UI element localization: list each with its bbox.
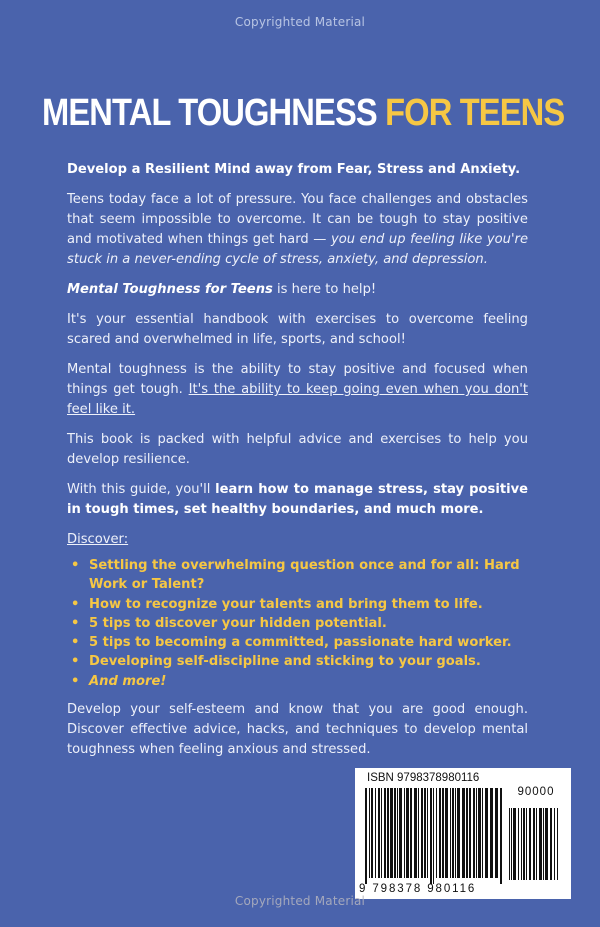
definition-underlined: It's the ability to keep going even when you don't feel like it. [67,382,528,417]
barcode-bar [469,788,471,878]
barcode-bar [399,788,402,878]
barcode-bar [495,788,498,878]
barcode-bar [442,788,444,878]
list-item: • Developing self-discipline and sticking to your goals. [89,652,528,671]
barcode-bar [473,788,475,878]
list-item: • Settling the overwhelming question once and for all: Hard Work or Talent? [89,556,528,595]
list-item: • How to recognize your talents and bring them to life. [89,595,528,614]
barcode-bar [439,788,441,878]
barcode-bar [394,788,396,878]
price-code: 90000 [505,786,567,798]
tagline: Develop a Resilient Mind away from Fear, Stress and Anxiety. [67,162,521,177]
barcode-bar [478,788,481,878]
barcode-bar [421,788,423,878]
barcode-bar [378,788,380,878]
barcode-bar [384,788,386,878]
barcode-bar [500,788,502,884]
list-item: • And more! [89,672,528,691]
watermark-bottom: Copyrighted Material [234,894,366,908]
barcode-bar [404,788,405,878]
price-barcode-bar [539,808,542,880]
barcode-bar [462,788,465,878]
guide-bold: learn how to manage stress, stay positive in tough times, set healthy boundaries, and much more. [67,482,529,517]
list-item: • 5 tips to discover your hidden potential. [89,614,528,633]
barcode-bar [397,788,398,878]
barcode-bar [433,788,434,884]
price-barcode-bar [557,808,558,880]
barcode-digits: 9 798378 980116 [359,883,477,895]
barcode-bar [375,788,376,878]
barcode-bar [369,788,370,878]
price-barcode-bar [550,808,552,880]
handbook-paragraph: It's your essential handbook with exercises to overcome feeling scared and overwhelmed in life, sports, and school! [67,312,528,347]
definition-text: Mental toughness is the ability to stay positive and focused when things get tough. [67,362,528,397]
intro-italic: you end up feeling like you're stuck in a never-ending cycle of stress, anxiety, and depression. [67,232,529,267]
barcode-bar [450,788,451,878]
barcode-bar [452,788,454,878]
barcode-bar [381,788,382,878]
list-item: • 5 tips to becoming a committed, passionate hard worker. [89,633,528,652]
title-part-yellow: FOR TEENS [385,92,565,134]
barcode-bar [387,788,389,878]
title-part-white: MENTAL TOUGHNESS [42,92,386,134]
intro-text: Teens today face a lot of pressure. You face challenges and obstacles that seem impossible to overcome. It can be tough to stay positive and motivated when things get hard — [67,192,528,247]
price-barcode-bar [526,808,527,880]
isbn-label: ISBN 9798378980116 [367,772,480,784]
closing-paragraph: Develop your self-esteem and know that you are good enough. Discover effective advice, hacks, and techniques to develop mental toughness when feeling anxious and stressed. [67,702,528,758]
price-barcode-bar [509,808,510,880]
price-barcode-bar [536,808,537,880]
barcode-bar [365,788,367,884]
discover-label: Discover: [67,532,129,547]
barcode-bar [457,788,460,878]
price-barcode-bar [523,808,525,880]
inline-book-title: Mental Toughness for Teens [67,282,273,297]
price-barcode-bar [545,808,548,880]
price-barcode-bar [533,808,535,880]
isbn-barcode-box [355,768,571,899]
here-to-help-paragraph [67,280,528,300]
barcode-bar [430,788,432,884]
barcode-bar [445,788,448,878]
barcode-bar [436,788,437,878]
packed-paragraph: This book is packed with helpful advice and exercises to help you develop resilience. [67,432,528,467]
barcode-bar [390,788,393,878]
barcode-bar [485,788,488,878]
barcode-bar [466,788,468,878]
barcode-bar [482,788,483,878]
barcode-bars [365,788,561,884]
guide-text: With this guide, you'll [67,482,216,497]
barcode-bar [427,788,428,878]
here-to-help-text: is here to help! [272,282,377,297]
price-barcode-bar [518,808,519,880]
guide-paragraph [67,480,528,520]
price-barcode-bar [521,808,522,880]
watermark-top: Copyrighted Material [234,15,366,29]
barcode-bar [476,788,477,878]
discover-list [67,556,528,691]
price-barcode-bar [554,808,555,880]
price-barcode-bar [543,808,544,880]
barcode-bar [406,788,409,878]
price-barcode-bar [511,808,512,880]
blurb [67,160,528,770]
barcode-bar [490,788,493,878]
barcode-bar [455,788,456,878]
barcode-bar [418,788,419,878]
price-barcode-bar [513,808,516,880]
book-title [42,92,565,135]
barcode-bar [371,788,373,878]
price-barcode-bar [529,808,531,880]
intro-paragraph [67,190,528,270]
barcode-bar [410,788,412,878]
definition-paragraph [67,360,528,420]
barcode-bar [414,788,417,878]
barcode-bar [424,788,426,878]
